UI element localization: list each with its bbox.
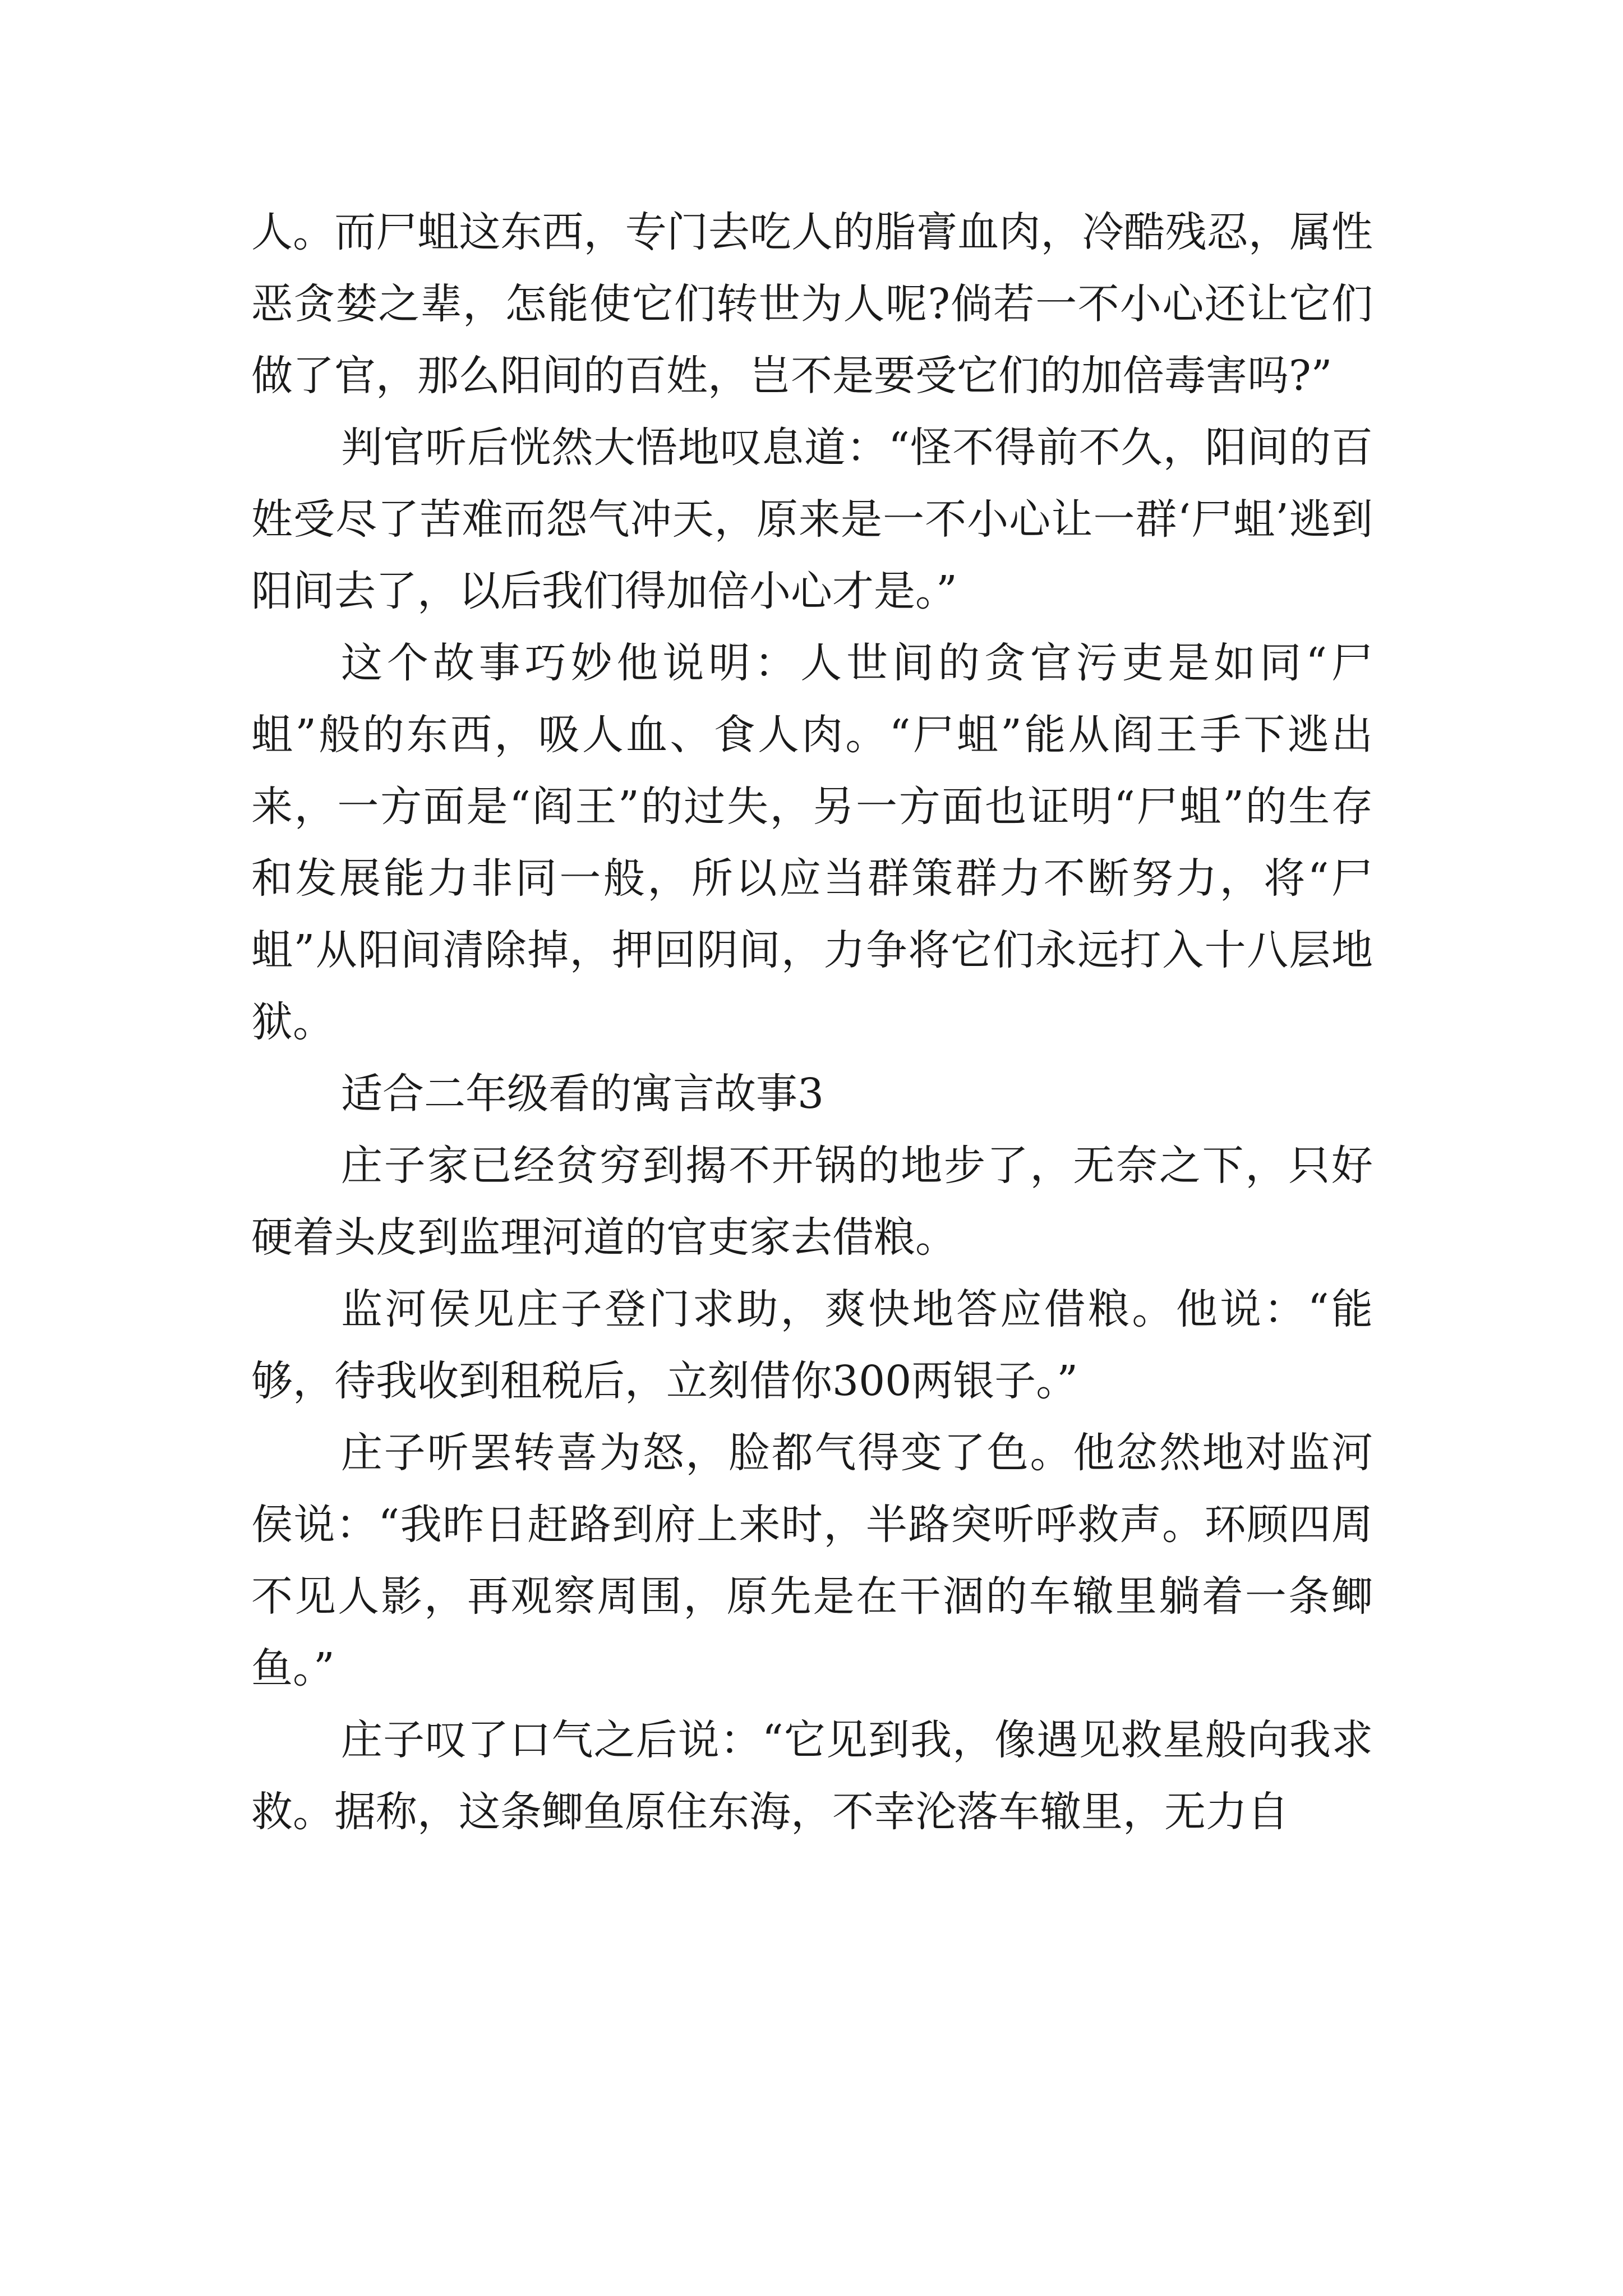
body-text: [251, 196, 1373, 1848]
paragraph-continued: 人。而尸蛆这东西，专门去吃人的脂膏血肉，冷酷残忍，属性恶贪婪之辈，怎能使它们转世为人呢?倘若一不小心还让它们做了官，那么阳间的百姓，岂不是要受它们的加倍毒害吗?”: [251, 208, 1373, 400]
paragraph: 庄子叹了口气之后说：“它见到我，像遇见救星般向我求救。据称，这条鲫鱼原住东海，不幸沦落车辙里，无力自: [251, 1716, 1373, 1836]
paragraph: 判官听后恍然大悟地叹息道：“怪不得前不久，阳间的百姓受尽了苦难而怨气冲天，原来是一不小心让一群‘尸蛆’逃到阳间去了，以后我们得加倍小心才是。”: [251, 424, 1373, 615]
paragraph: 这个故事巧妙他说明：人世间的贪官污吏是如同“尸蛆”般的东西，吸人血、食人肉。“尸蛆”能从阎王手下逃出来，一方面是“阎王”的过失，另一方面也证明“尸蛆”的生存和发展能力非同一般，所以应当群策群力不断努力，将“尸蛆”从阳间清除掉，押回阴间，力争将它们永远打入十八层地狱。: [251, 639, 1373, 1046]
paragraph: 庄子听罢转喜为怒，脸都气得变了色。他忿然地对监河侯说：“我昨日赶路到府上来时，半路突听呼救声。环顾四周不见人影，再观察周围，原先是在干涸的车辙里躺着一条鲫鱼。”: [251, 1429, 1373, 1692]
paragraph: 监河侯见庄子登门求助，爽快地答应借粮。他说：“能够，待我收到租税后，立刻借你300两银子。”: [251, 1285, 1373, 1405]
paragraph: 庄子家已经贫穷到揭不开锅的地步了，无奈之下，只好硬着头皮到监理河道的官吏家去借粮。: [251, 1142, 1373, 1262]
section-heading: 适合二年级看的寓言故事3: [341, 1070, 824, 1118]
